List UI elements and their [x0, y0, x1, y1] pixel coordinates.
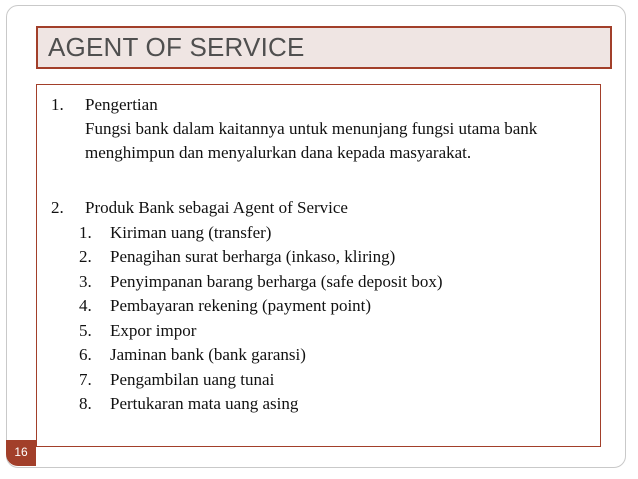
section2-heading: Produk Bank sebagai Agent of Service — [85, 198, 348, 217]
section2-number: 2. — [51, 198, 64, 217]
list-item-label: Expor impor — [110, 321, 197, 340]
list-item-number: 4. — [79, 296, 92, 315]
title-bar — [36, 26, 612, 69]
list-item-number: 6. — [79, 345, 92, 364]
list-item-label: Pembayaran rekening (payment point) — [110, 296, 372, 315]
list-item-label: Pertukaran mata uang asing — [110, 394, 299, 413]
page-number: 16 — [14, 445, 28, 459]
list-item-label: Kiriman uang (transfer) — [110, 223, 272, 242]
list-item-number: 5. — [79, 321, 92, 340]
list-item-number: 8. — [79, 394, 92, 413]
section1-text-line2: menghimpun dan menyalurkan dana kepada masyarakat. — [85, 143, 472, 162]
list-item-number: 2. — [79, 247, 92, 266]
list-item-label: Jaminan bank (bank garansi) — [110, 345, 306, 364]
list-item-number: 7. — [79, 370, 92, 389]
section1-number: 1. — [51, 95, 64, 114]
list-item-label: Pengambilan uang tunai — [110, 370, 275, 389]
list-item-label: Penagihan surat berharga (inkaso, kliring) — [110, 247, 396, 266]
list-item-label: Penyimpanan barang berharga (safe deposit box) — [110, 272, 443, 291]
list-item-number: 3. — [79, 272, 92, 291]
content-box — [36, 84, 601, 447]
slide-title: AGENT OF SERVICE — [48, 32, 305, 62]
list-item-number: 1. — [79, 223, 92, 242]
section1-text-line1: Fungsi bank dalam kaitannya untuk menunjang fungsi utama bank — [85, 119, 538, 138]
section1-heading: Pengertian — [85, 95, 158, 114]
page-number-badge — [6, 440, 36, 466]
